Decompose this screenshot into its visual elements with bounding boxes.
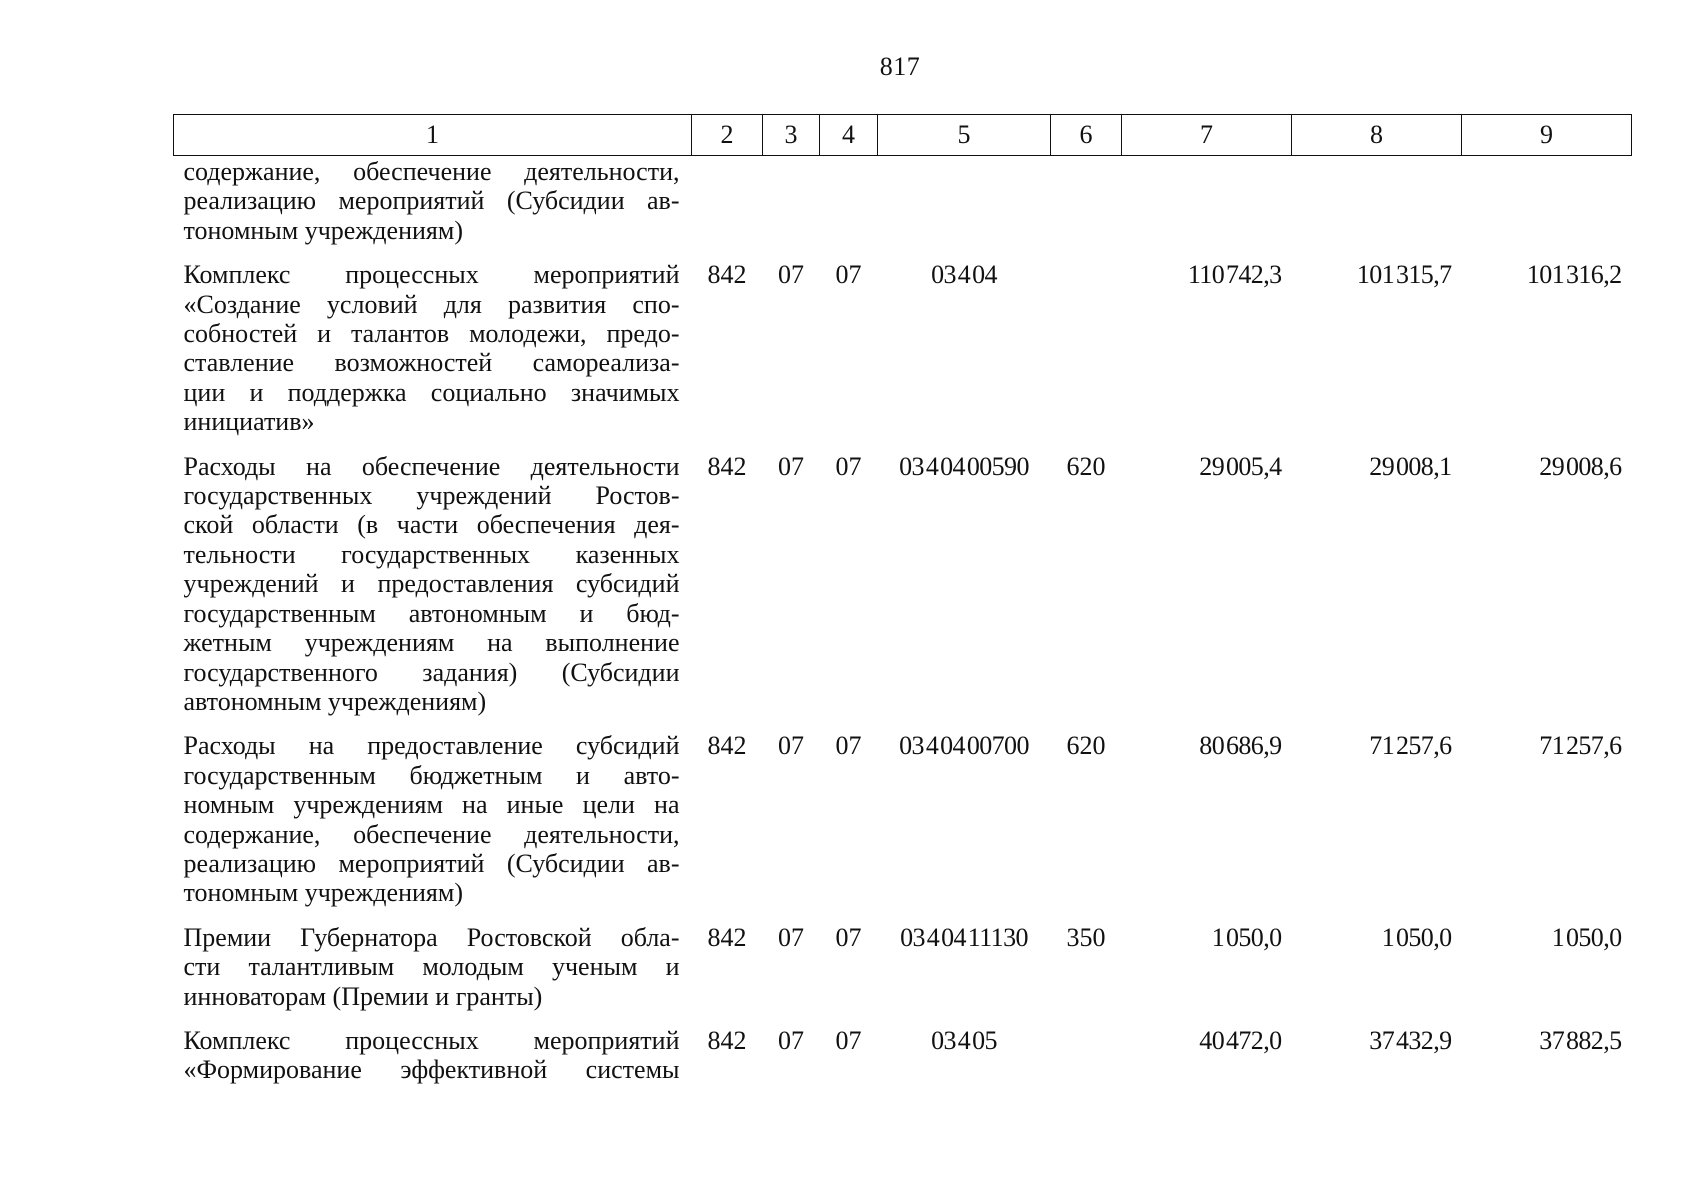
description-line: Комплекс процессных мероприятий xyxy=(183,260,680,290)
budget-table-wrapper xyxy=(173,114,1631,1085)
description-line: автономным учреждениям) xyxy=(183,686,487,716)
cell-section: 07 xyxy=(778,260,804,290)
cell-amount-3: 1 050,0 xyxy=(1551,922,1622,952)
cell-subsection xyxy=(820,156,878,246)
cell-amount-1: 1 050,0 xyxy=(1211,922,1282,952)
cell-ministry: 842 xyxy=(707,1025,747,1055)
column-header: 5 xyxy=(878,115,1051,156)
description-line: учреждений и предоставления субсидий xyxy=(183,569,680,599)
cell-target-code: 03 4 04 11130 xyxy=(900,922,1028,952)
description-line: государственного задания) (Субсидии xyxy=(183,657,680,687)
table-row xyxy=(174,437,1632,717)
description-line: инноваторам (Премии и гранты) xyxy=(183,981,543,1011)
cell-expense-type xyxy=(1051,156,1122,246)
cell-amount-3: 71 257,6 xyxy=(1539,731,1622,761)
description-line: государственным автономным и бюд- xyxy=(183,598,680,628)
table-row xyxy=(174,716,1632,907)
cell-amount-2 xyxy=(1292,156,1462,246)
page-number: 817 xyxy=(879,52,921,81)
cell-description xyxy=(174,156,692,246)
cell-amount-1: 110 742,3 xyxy=(1187,260,1282,290)
cell-amount-3 xyxy=(1462,156,1632,246)
cell-amount-3: 101 316,2 xyxy=(1526,260,1622,290)
cell-subsection: 07 xyxy=(835,451,862,481)
description-line: инициатив» xyxy=(183,407,315,437)
cell-ministry: 842 xyxy=(707,922,747,952)
description-line: ской области (в части обеспечения дея- xyxy=(183,510,680,540)
column-header: 8 xyxy=(1292,115,1462,156)
table-row xyxy=(174,1011,1632,1085)
cell-description xyxy=(174,908,692,1011)
description-line: номным учреждениям на иные цели на xyxy=(183,790,680,820)
cell-description xyxy=(174,245,692,436)
column-header: 3 xyxy=(763,115,820,156)
table-row xyxy=(174,156,1632,246)
description-line: реализацию мероприятий (Субсидии ав- xyxy=(183,186,680,216)
description-line: Премии Губернатора Ростовской обла- xyxy=(183,922,680,952)
cell-amount-1: 40 472,0 xyxy=(1199,1025,1282,1055)
cell-subsection: 07 xyxy=(835,731,862,761)
column-header: 1 xyxy=(174,115,692,156)
table-row xyxy=(174,908,1632,1011)
cell-description xyxy=(174,716,692,907)
cell-ministry: 842 xyxy=(707,451,747,481)
cell-ministry: 842 xyxy=(707,731,747,761)
header-row xyxy=(174,115,1632,156)
column-header: 2 xyxy=(692,115,763,156)
cell-ministry: 842 xyxy=(707,260,747,290)
description-line: Расходы на предоставление субсидий xyxy=(183,731,680,761)
description-line: Комплекс процессных мероприятий xyxy=(183,1025,680,1055)
cell-amount-3: 37 882,5 xyxy=(1539,1025,1622,1055)
cell-expense-type: 620 xyxy=(1066,731,1106,761)
cell-amount-2: 29 008,1 xyxy=(1369,451,1452,481)
cell-section xyxy=(763,156,820,246)
description-line: собностей и талантов молодежи, предо- xyxy=(183,319,680,349)
budget-table xyxy=(173,114,1632,1085)
column-header: 9 xyxy=(1462,115,1632,156)
description-line: ции и поддержка социально значимых xyxy=(183,377,680,407)
cell-target-code: 03 4 04 00590 xyxy=(899,451,1029,481)
description-line: государственным бюджетным и авто- xyxy=(183,760,680,790)
cell-description xyxy=(174,1011,692,1085)
cell-subsection: 07 xyxy=(835,922,862,952)
cell-target-code xyxy=(878,156,1051,246)
description-line: сти талантливым молодым ученым и xyxy=(183,952,680,982)
description-line: Расходы на обеспечение деятельности xyxy=(183,451,680,481)
cell-amount-1: 80 686,9 xyxy=(1199,731,1282,761)
description-line: тономным учреждениям) xyxy=(183,215,463,245)
cell-section: 07 xyxy=(778,451,804,481)
cell-subsection: 07 xyxy=(835,1025,862,1055)
table-body xyxy=(174,156,1632,1085)
cell-amount-2: 1 050,0 xyxy=(1381,922,1452,952)
cell-expense-type: 620 xyxy=(1066,451,1106,481)
cell-target-code: 03 4 04 00700 xyxy=(899,731,1029,761)
cell-amount-1 xyxy=(1122,156,1292,246)
cell-expense-type xyxy=(1051,1011,1122,1085)
cell-description xyxy=(174,437,692,717)
cell-target-code: 03 4 04 xyxy=(931,260,997,290)
cell-amount-1: 29 005,4 xyxy=(1199,451,1282,481)
description-line: тономным учреждениям) xyxy=(183,878,463,908)
description-line: ставление возможностей самореализа- xyxy=(183,348,680,378)
cell-amount-2: 71 257,6 xyxy=(1369,731,1452,761)
description-line: жетным учреждениям на выполнение xyxy=(183,628,680,658)
cell-section: 07 xyxy=(778,922,804,952)
description-line: тельности государственных казенных xyxy=(183,539,680,569)
cell-section: 07 xyxy=(778,1025,804,1055)
table-row xyxy=(174,245,1632,436)
cell-ministry xyxy=(692,156,763,246)
column-header: 7 xyxy=(1122,115,1292,156)
cell-section: 07 xyxy=(778,731,804,761)
cell-target-code: 03 4 05 xyxy=(931,1025,997,1055)
description-line: «Формирование эффективной системы xyxy=(183,1055,680,1085)
column-header: 6 xyxy=(1051,115,1122,156)
description-line: «Создание условий для развития спо- xyxy=(183,289,680,319)
description-line: содержание, обеспечение деятельности, xyxy=(183,157,680,186)
cell-subsection: 07 xyxy=(835,260,862,290)
cell-amount-2: 101 315,7 xyxy=(1356,260,1452,290)
description-line: реализацию мероприятий (Субсидии ав- xyxy=(183,848,680,878)
cell-expense-type xyxy=(1051,245,1122,436)
cell-expense-type: 350 xyxy=(1066,922,1106,952)
cell-amount-3: 29 008,6 xyxy=(1539,451,1622,481)
description-line: государственных учреждений Ростов- xyxy=(183,481,680,511)
column-header: 4 xyxy=(820,115,878,156)
cell-amount-2: 37 432,9 xyxy=(1369,1025,1452,1055)
description-line: содержание, обеспечение деятельности, xyxy=(183,819,680,849)
